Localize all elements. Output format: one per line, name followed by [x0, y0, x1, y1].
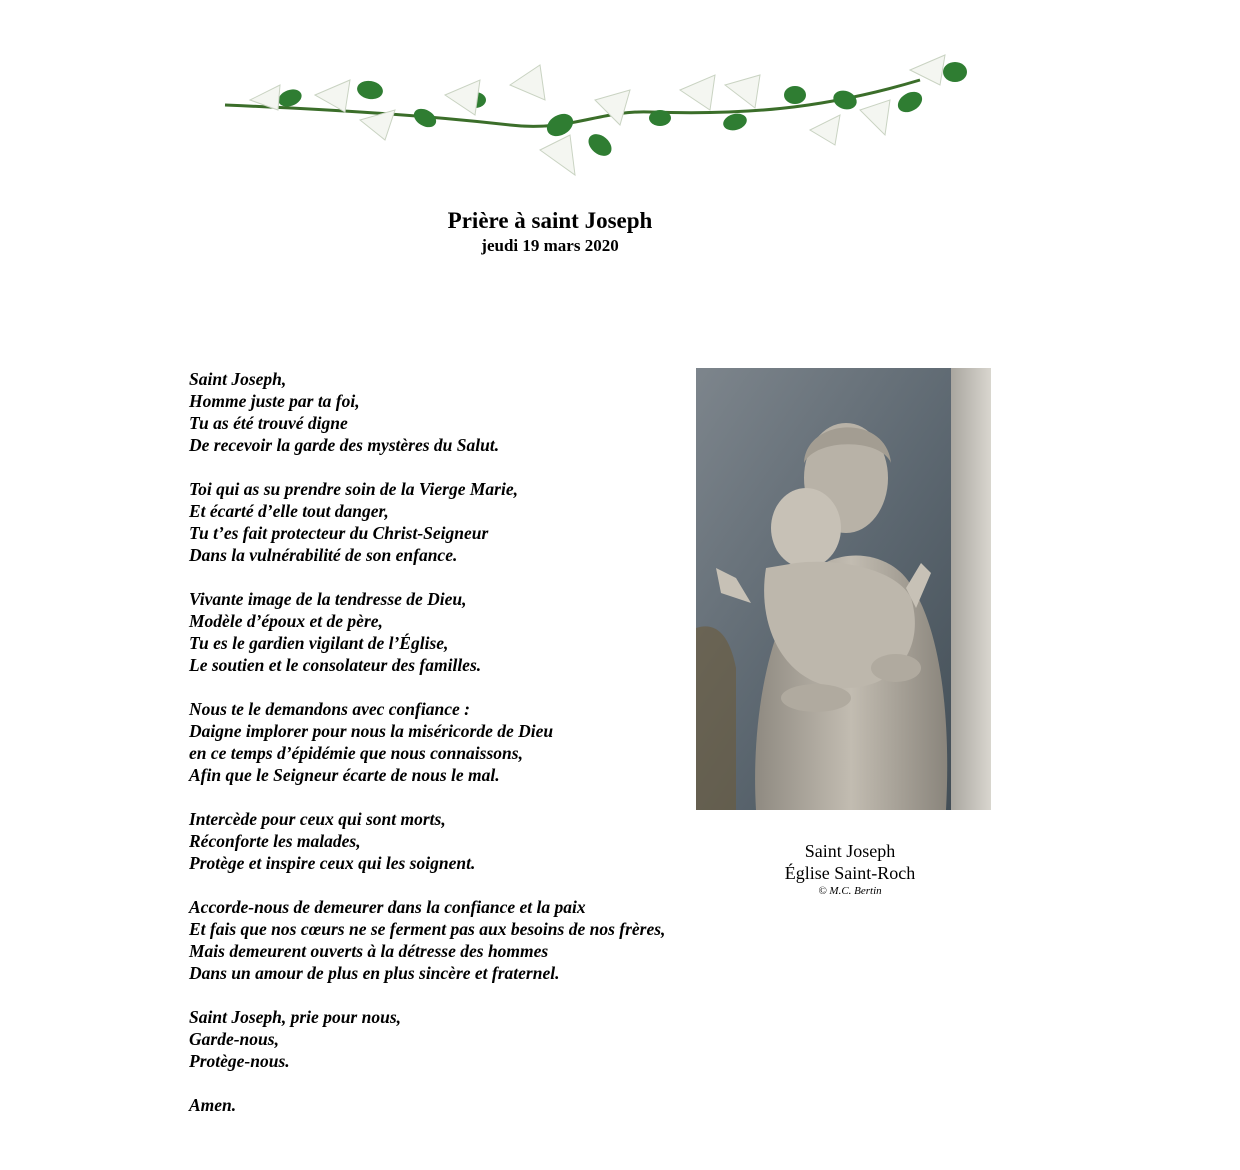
statue-photo	[696, 368, 991, 810]
prayer-line: Homme juste par ta foi,	[189, 391, 360, 411]
stanza	[189, 1006, 729, 1072]
prayer-line: Daigne implorer pour nous la miséricorde de Dieu	[189, 721, 554, 741]
prayer-line: Réconforte les malades,	[189, 831, 361, 851]
prayer-line: Nous te le demandons avec confiance :	[189, 699, 470, 719]
photo-caption	[700, 840, 1000, 898]
prayer-line: Et fais que nos cœurs ne se ferment pas aux besoins de nos frères,	[189, 919, 666, 939]
prayer-line: De recevoir la garde des mystères du Salut.	[189, 435, 500, 455]
prayer-line: Toi qui as su prendre soin de la Vierge Marie,	[189, 479, 518, 499]
prayer-line: Modèle d’époux et de père,	[189, 611, 383, 631]
stanza	[189, 368, 729, 456]
stanza	[189, 698, 729, 786]
prayer-line: Tu t’es fait protecteur du Christ-Seigneur	[189, 523, 489, 543]
prayer-line: Tu es le gardien vigilant de l’Église,	[189, 633, 449, 653]
photo-credit: © M.C. Bertin	[818, 885, 882, 897]
prayer-line: Le soutien et le consolateur des familles.	[189, 655, 482, 675]
garland-lilies	[250, 55, 945, 175]
prayer-line: en ce temps d’épidémie que nous connaissons,	[189, 743, 523, 763]
prayer-line: Dans la vulnérabilité de son enfance.	[189, 545, 458, 565]
stanza	[189, 1094, 729, 1116]
prayer-line: Accorde-nous de demeurer dans la confiance et la paix	[189, 897, 586, 917]
prayer-line: Dans un amour de plus en plus sincère et fraternel.	[189, 963, 560, 983]
prayer-line: Vivante image de la tendresse de Dieu,	[189, 589, 467, 609]
prayer-line: Intercède pour ceux qui sont morts,	[189, 809, 446, 829]
page-title: Prière à saint Joseph	[447, 208, 653, 233]
prayer-line: Tu as été trouvé digne	[189, 413, 348, 433]
prayer-line: Saint Joseph, prie pour nous,	[189, 1007, 402, 1027]
prayer-line: Afin que le Seigneur écarte de nous le mal.	[189, 765, 500, 785]
prayer-line: Garde-nous,	[189, 1029, 279, 1049]
page-date: jeudi 19 mars 2020	[481, 236, 619, 255]
prayer-text	[189, 368, 729, 1138]
caption-location: Église Saint-Roch	[784, 863, 916, 883]
title-block	[400, 206, 700, 256]
prayer-line: Protège et inspire ceux qui les soignent.	[189, 853, 476, 873]
prayer-line: Protège-nous.	[189, 1051, 290, 1071]
prayer-line: Mais demeurent ouverts à la détresse des hommes	[189, 941, 549, 961]
stanza	[189, 588, 729, 676]
lily-garland-decoration	[220, 40, 980, 200]
prayer-line: Saint Joseph,	[189, 369, 287, 389]
stanza	[189, 808, 729, 874]
stanza	[189, 896, 729, 984]
prayer-line: Amen.	[189, 1095, 237, 1115]
stanza	[189, 478, 729, 566]
caption-name: Saint Joseph	[804, 841, 896, 861]
prayer-line: Et écarté d’elle tout danger,	[189, 501, 389, 521]
